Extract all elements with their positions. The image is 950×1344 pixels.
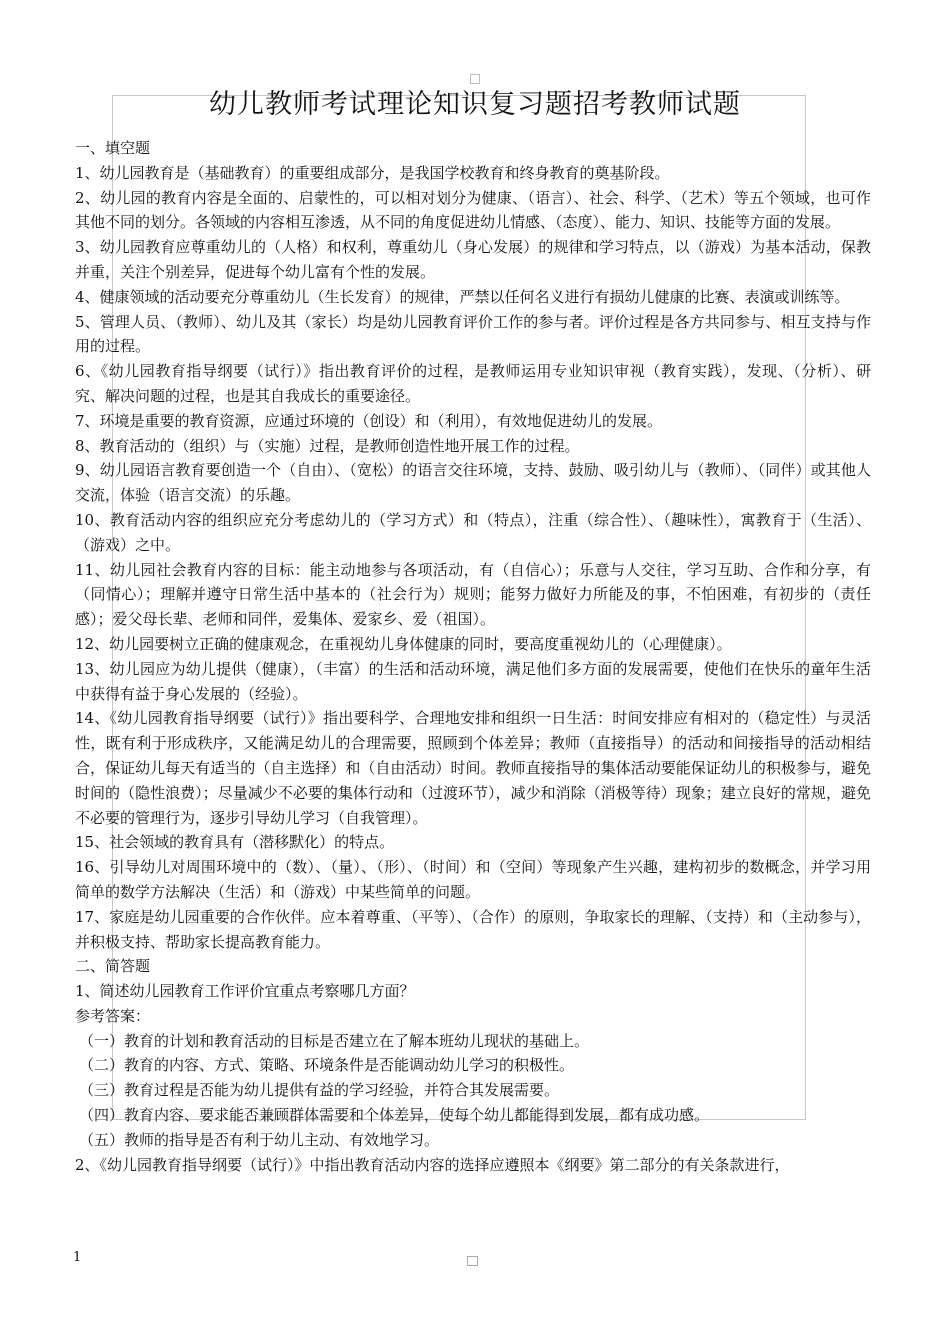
- bottom-marker: [467, 1256, 478, 1266]
- section-heading: 一、填空题: [75, 139, 151, 157]
- paragraph: 10、教育活动内容的组织应充分考虑幼儿的（学习方式）和（特点），注重（综合性）、（趣味性），寓教育于（生活）、（游戏）之中。: [75, 510, 871, 554]
- question: 2、《幼儿园教育指导纲要（试行）》中指出教育活动内容的选择应遵照本《纲要》第二部分的有关条款进行，: [75, 1155, 790, 1174]
- paragraph: 3、幼儿园教育应尊重幼儿的（人格）和权利，尊重幼儿（身心发展）的规律和学习特点，以（游戏）为基本活动，保教并重，关注个别差异，促进每个幼儿富有个性的发展。: [75, 238, 871, 281]
- document-title: 幼儿教师考试理论知识复习题招考教师试题: [209, 89, 741, 120]
- answer-item: （三）教育过程是否能为幼儿提供有益的学习经验，并符合其发展需要。: [79, 1081, 560, 1100]
- paragraph: 12、幼儿园要树立正确的健康观念，在重视幼儿身体健康的同时，要高度重视幼儿的（心理健康）。: [75, 634, 732, 653]
- paragraph: 17、家庭是幼儿园重要的合作伙伴。应本着尊重、（平等）、（合作）的原则，争取家长的理解、（支持）和（主动参与），并积极支持、帮助家长提高教育能力。: [75, 907, 871, 951]
- paragraph: 15、社会领域的教育具有（潜移默化）的特点。: [75, 833, 395, 852]
- paragraph: 6、《幼儿园教育指导纲要（试行）》指出教育评价的过程，是教师运用专业知识审视（教育实践），发现、（分析）、研究、解决问题的过程，也是其自我成长的重要途径。: [75, 362, 871, 405]
- answer-item: （二）教育的内容、方式、策略、环境条件是否能调动幼儿学习的积极性。: [79, 1056, 575, 1075]
- answer-label: 参考答案：: [75, 1006, 151, 1025]
- paragraph: 9、幼儿园语言教育要创造一个（自由）、（宽松）的语言交往环境，支持、鼓励、吸引幼儿与（教师）、（同伴）或其他人交流，体验（语言交流）的乐趣。: [75, 461, 871, 505]
- paragraph: 13、幼儿园应为幼儿提供（健康），（丰富）的生活和活动环境，满足他们多方面的发展需要，使他们在快乐的童年生活中获得有益于身心发展的（经验）。: [75, 659, 871, 703]
- paragraph: 4、健康领域的活动要充分尊重幼儿（生长发育）的规律，严禁以任何名义进行有损幼儿健康的比赛、表演或训练等。: [75, 287, 850, 306]
- answer-item: （一）教育的计划和教育活动的目标是否建立在了解本班幼儿现状的基础上。: [79, 1031, 590, 1050]
- paragraph: 5、管理人员、（教师）、幼儿及其（家长）均是幼儿园教育评价工作的参与者。评价过程是各方共同参与、相互支持与作用的过程。: [75, 312, 871, 356]
- answer-item: （四）教育内容、要求能否兼顾群体需要和个体差异，使每个幼儿都能得到发展，都有成功感。: [79, 1106, 710, 1125]
- paragraph: 14、《幼儿园教育指导纲要（试行）》指出要科学、合理地安排和组织一日生活：时间安排应有相对的（稳定性）与灵活性，既有利于形成秩序，又能满足幼儿的合理需要，照顾到个体差异；教师（直接指导）的活动和间接指导的活动相结合，保证幼儿每天有适当的（自主选择）和（自由活动）时间。教师直接指导的集体活动要能保证幼儿的积极参与，避免时间的（隐性浪费）；尽量减少不必要的集体行动和（过渡环节），减少和消除（消极等待）现象；建立良好的常规，避免不必要的管理行为，逐步引导幼儿学习（自我管理）。: [75, 709, 871, 827]
- paragraph: 7、环境是重要的教育资源，应通过环境的（创设）和（利用），有效地促进幼儿的发展。: [75, 411, 663, 430]
- paragraph: 11、幼儿园社会教育内容的目标：能主动地参与各项活动，有（自信心）；乐意与人交往，学习互助、合作和分享，有（同情心）；理解并遵守日常生活中基本的（社会行为）规则；能努力做好力所能及的事，不怕困难，有初步的（责任感）；爱父母长辈、老师和同伴，爱集体、爱家乡、爱（祖国）。: [75, 560, 871, 629]
- paragraph: 1、幼儿园教育是（基础教育）的重要组成部分，是我国学校教育和终身教育的奠基阶段。: [75, 163, 670, 182]
- paragraph: 2、幼儿园的教育内容是全面的、启蒙性的，可以相对划分为健康、（语言）、社会、科学、（艺术）等五个领域，也可作其他不同的划分。各领域的内容相互渗透，从不同的角度促进幼儿情感、（态度）、能力、知识、技能等方面的发展。: [75, 188, 871, 232]
- question: 1、简述幼儿园教育工作评价宜重点考察哪几方面？: [75, 982, 415, 1001]
- paragraph: 8、教育活动的（组织）与（实施）过程，是教师创造性地开展工作的过程。: [75, 436, 580, 455]
- answer-item: （五）教师的指导是否有利于幼儿主动、有效地学习。: [79, 1130, 440, 1149]
- section-heading: 二、简答题: [75, 957, 151, 976]
- page-number: 1: [73, 1250, 82, 1265]
- paragraph: 16、引导幼儿对周围环境中的（数）、（量）、（形）、（时间）和（空间）等现象产生兴趣，建构初步的数概念，并学习用简单的数学方法解决（生活）和（游戏）中某些简单的问题。: [75, 858, 871, 901]
- document-body: [75, 136, 871, 1177]
